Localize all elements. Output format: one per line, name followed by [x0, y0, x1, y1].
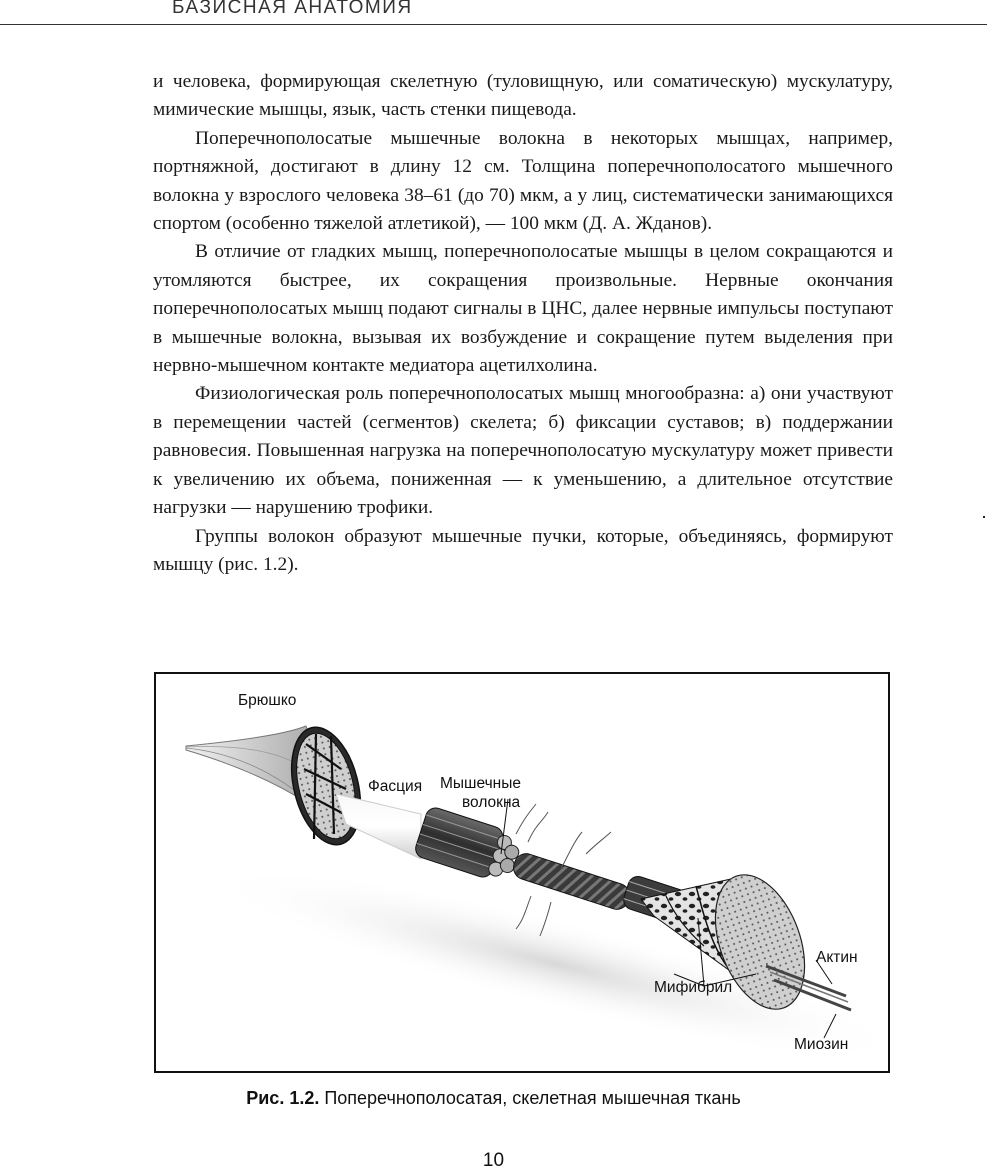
- paragraph: В отличие от гладких мышц, поперечнополосатые мышцы в целом сокращаются и утомляются быстрее, их сокращения произвольные. Нервные окончания поперечнополосатых мышц подают сигналы в ЦНС, далее нервные импульсы поступают в мышечные волокна, вызывая их возбуждение и сокращение путем выделения при нервно-мышечном контакте медиатора ацетилхолина.: [153, 241, 893, 377]
- paragraph: и человека, формирующая скелетную (туловищную, или соматическую) мускулатуру, мимические мышцы, язык, часть стенки пищевода.: [153, 71, 893, 121]
- running-head-title: БАЗИСНАЯ АНАТОМИЯ: [172, 0, 413, 18]
- label-actin: Актин: [816, 949, 858, 966]
- paragraph: Физиологическая роль поперечнополосатых мышц многообразна: а) они участвуют в перемещении частей (сегментов) скелета; б) фиксации суставов; в) поддержании равновесия. Повышенная нагрузка на поперечнополосатую мускулатуру может привести к увеличению их объема, пониженная — к уменьшению, а длительное отсутствие нагрузки — нарушению трофики.: [153, 383, 893, 519]
- caption-text: Поперечнополосатая, скелетная мышечная ткань: [319, 1088, 741, 1108]
- paragraph: Группы волокон образуют мышечные пучки, которые, объединяясь, формируют мышцу (рис. 1.2).: [153, 525, 893, 575]
- margin-mark: [983, 516, 985, 518]
- running-head: [0, 0, 987, 25]
- label-myofibril: Мифибрил: [654, 979, 733, 996]
- label-myosin: Миозин: [794, 1036, 849, 1053]
- label-fibers-line1: Мышечные: [440, 775, 521, 792]
- label-fibers-line2: волокна: [462, 794, 521, 811]
- page-number: 10: [482, 1150, 505, 1171]
- paragraph: Поперечнополосатые мышечные волокна в некоторых мышцах, например, портняжной, достигают в длину 12 см. Толщина поперечнополосатого мышечного волокна у взрослого человека 38–61 (до 70) мкм, а у лиц, систематически занимающихся спортом (особенно тяжелой атлетикой), — 100 мкм (Д. А. Жданов).: [153, 127, 893, 235]
- caption-label: Рис. 1.2.: [246, 1088, 320, 1108]
- label-fascia: Фасция: [368, 778, 423, 795]
- figure-caption: [0, 1088, 987, 1109]
- muscle-structure-figure: [154, 672, 890, 1073]
- label-belly: Брюшко: [238, 692, 297, 709]
- muscle-illustration: [156, 674, 890, 1073]
- body-text: [153, 68, 893, 579]
